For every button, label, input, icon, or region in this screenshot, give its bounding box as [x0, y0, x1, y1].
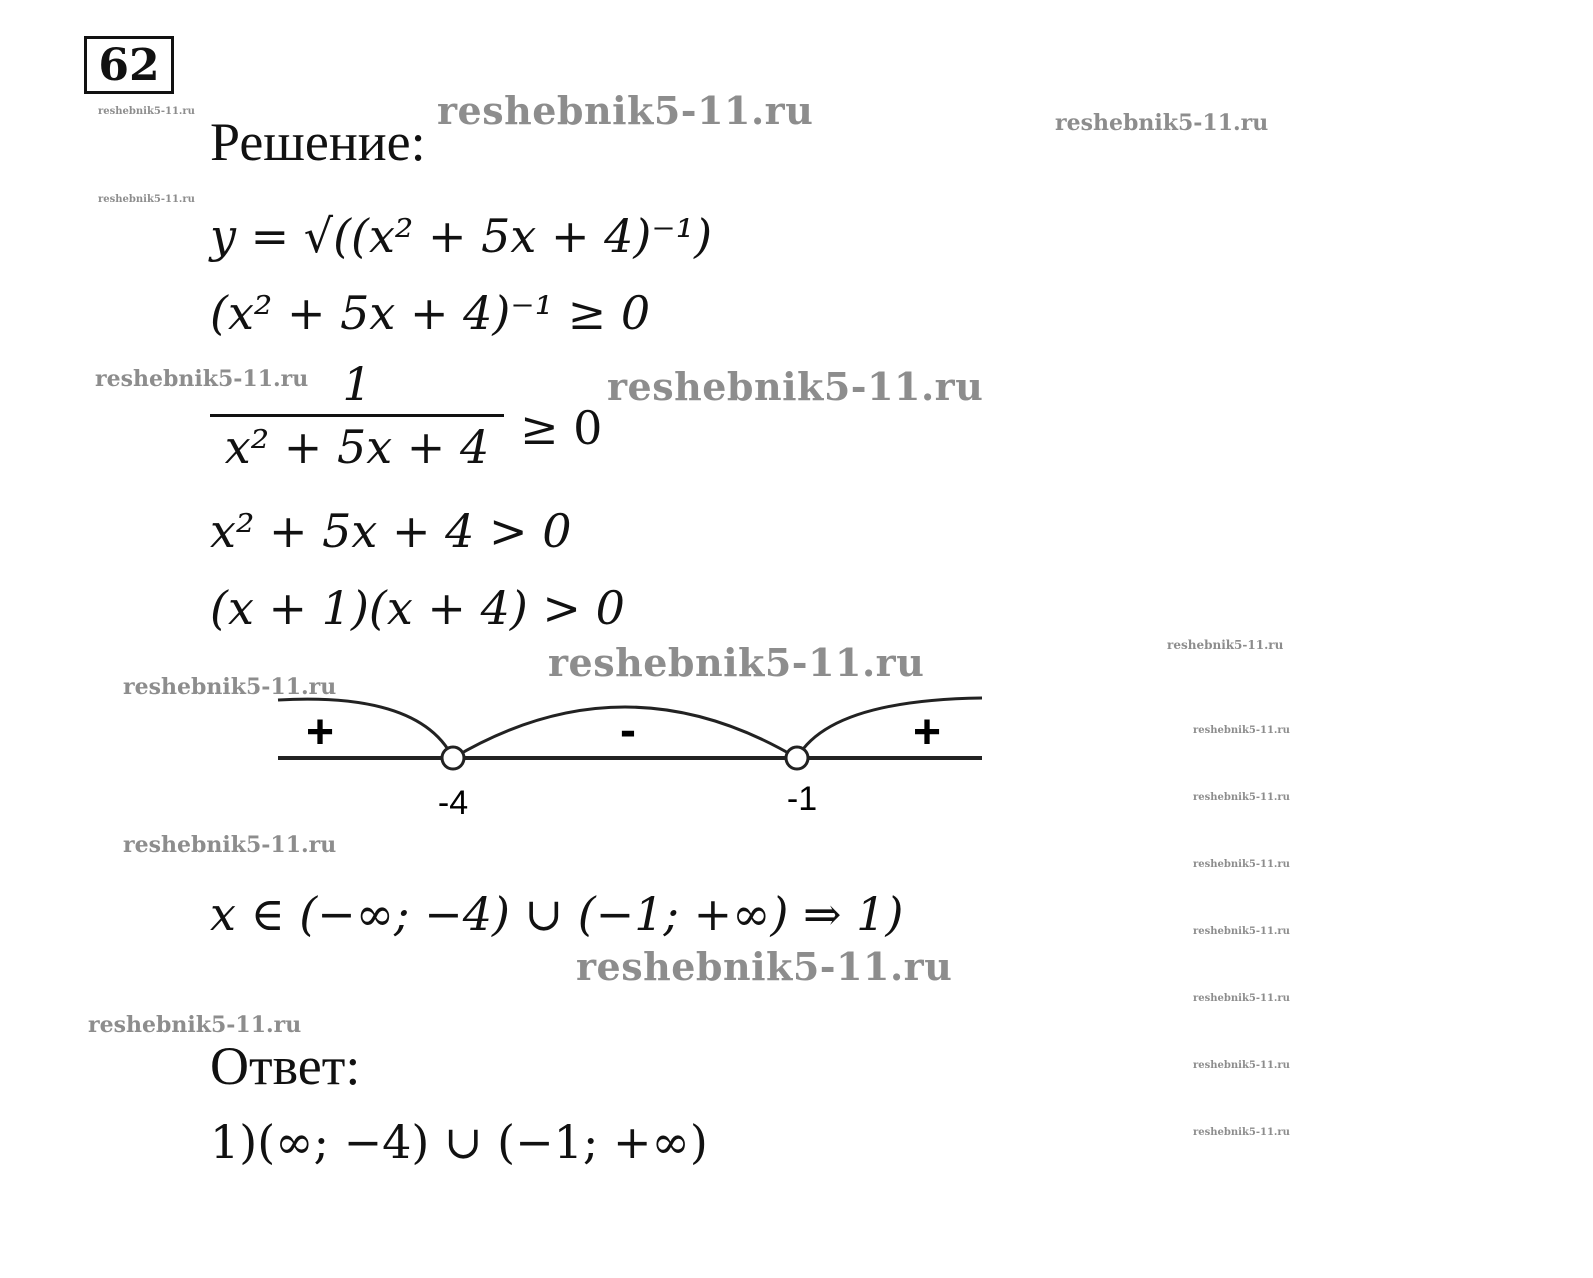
watermark: reshebnik5-11.ru	[1193, 993, 1290, 1004]
watermark: reshebnik5-11.ru	[437, 88, 814, 133]
inequality-step-1: (x² + 5x + 4)⁻¹ ≥ 0	[210, 286, 651, 340]
solution-heading: Решение:	[210, 112, 426, 172]
watermark: reshebnik5-11.ru	[123, 832, 337, 858]
open-point-minus-1	[786, 747, 808, 769]
watermark: reshebnik5-11.ru	[98, 106, 195, 117]
watermark: reshebnik5-11.ru	[98, 194, 195, 205]
watermark: reshebnik5-11.ru	[607, 364, 984, 409]
sign-chart	[270, 686, 990, 826]
fraction-bar	[210, 414, 504, 417]
sign-arc-right	[797, 698, 982, 758]
fraction-numerator: 1	[342, 357, 372, 411]
fraction-relation: ≥ 0	[520, 401, 603, 455]
inequality-step-3: x² + 5x + 4 > 0	[210, 504, 572, 558]
fraction-inequality	[210, 356, 504, 475]
sign-minus: -	[620, 704, 636, 757]
point-label-minus-4: -4	[437, 784, 469, 822]
watermark: reshebnik5-11.ru	[576, 944, 953, 989]
sign-plus-left: +	[305, 706, 335, 759]
fraction-denominator: x² + 5x + 4	[224, 420, 490, 474]
watermark: reshebnik5-11.ru	[1193, 1127, 1290, 1138]
watermark: reshebnik5-11.ru	[123, 674, 337, 700]
watermark: reshebnik5-11.ru	[548, 640, 925, 685]
watermark: reshebnik5-11.ru	[1193, 926, 1290, 937]
equation-definition: y = √((x² + 5x + 4)⁻¹)	[210, 209, 713, 263]
answer-heading: Ответ:	[210, 1036, 361, 1096]
sign-plus-right: +	[912, 706, 942, 759]
open-point-minus-4	[442, 747, 464, 769]
watermark: reshebnik5-11.ru	[1193, 1060, 1290, 1071]
watermark: reshebnik5-11.ru	[1193, 792, 1290, 803]
factored-inequality: (x + 1)(x + 4) > 0	[210, 581, 625, 635]
problem-number: 62	[84, 36, 174, 94]
watermark: reshebnik5-11.ru	[1193, 725, 1290, 736]
watermark: reshebnik5-11.ru	[1167, 638, 1284, 652]
sign-arc-left	[278, 699, 453, 758]
solution-set: x ∈ (−∞; −4) ∪ (−1; +∞) ⇒ 1)	[210, 887, 904, 941]
watermark: reshebnik5-11.ru	[1193, 859, 1290, 870]
watermark: reshebnik5-11.ru	[95, 366, 309, 392]
point-label-minus-1: -1	[786, 780, 818, 818]
answer-value: 1)(∞; −4) ∪ (−1; +∞)	[210, 1115, 708, 1169]
watermark: reshebnik5-11.ru	[88, 1012, 302, 1038]
watermark: reshebnik5-11.ru	[1055, 110, 1269, 136]
